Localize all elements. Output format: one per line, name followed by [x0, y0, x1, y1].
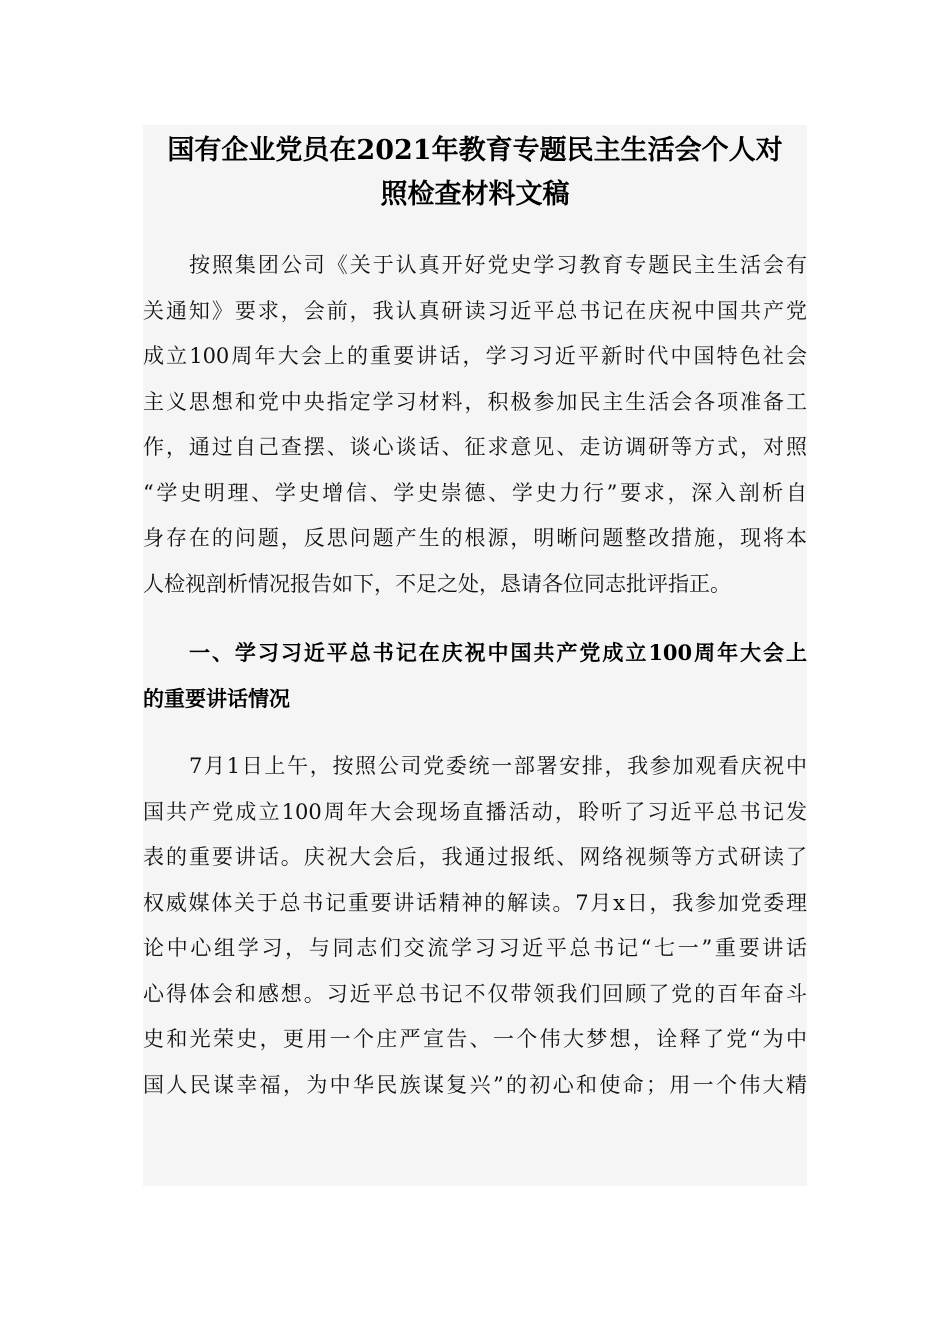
text-line: 身存在的问题，反思问题产生的根源，明晰问题整改措施，现将本: [143, 526, 807, 550]
text-line: 作，通过自己查摆、谈心谈话、征求意见、走访调研等方式，对照: [143, 435, 807, 459]
text-line: 权威媒体关于总书记重要讲话精神的解读。7月x日，我参加党委理: [143, 890, 807, 915]
text-line: 7月1日上午，按照公司党委统一部署安排，我参加观看庆祝中: [189, 754, 807, 778]
text-line: 人检视剖析情况报告如下，不足之处，恳请各位同志批评指正。: [143, 571, 731, 596]
heading-line: 一、学习习近平总书记在庆祝中国共产党成立100周年大会上: [189, 640, 807, 665]
text-line: 心得体会和感想。习近平总书记不仅带领我们回顾了党的百年奋斗: [143, 981, 807, 1006]
text-line: 表的重要讲话。庆祝大会后，我通过报纸、网络视频等方式研读了: [143, 845, 807, 869]
text-line: 史和光荣史，更用一个庄严宣告、一个伟大梦想，诠释了党“为中: [143, 1027, 807, 1051]
title-line: 国有企业党员在2021年教育专题民主生活会个人对: [167, 135, 783, 166]
text-line: 主义思想和党中央指定学习材料，积极参加民主生活会各项准备工: [143, 389, 807, 414]
heading-line: 的重要讲话情况: [143, 685, 290, 711]
intro-paragraph: [143, 243, 807, 607]
document-page: [143, 125, 807, 1186]
body-paragraph: [143, 744, 807, 1108]
document-title: [143, 125, 807, 217]
text-line: 按照集团公司《关于认真开好党史学习教育专题民主生活会有: [189, 253, 807, 277]
text-line: 论中心组学习，与同志们交流学习习近平总书记“七一”重要讲话: [143, 936, 807, 960]
text-line: 国人民谋幸福，为中华民族谋复兴”的初心和使命；用一个伟大精: [143, 1072, 807, 1097]
text-line: “学史明理、学史增信、学史崇德、学史力行”要求，深入剖析自: [143, 480, 807, 505]
text-line: 关通知》要求，会前，我认真研读习近平总书记在庆祝中国共产党: [143, 298, 807, 323]
text-line: 成立100周年大会上的重要讲话，学习习近平新时代中国特色社会: [143, 344, 807, 368]
text-line: 国共产党成立100周年大会现场直播活动，聆听了习近平总书记发: [143, 799, 807, 824]
section-heading: [143, 630, 807, 721]
title-line: 照检查材料文稿: [380, 179, 570, 210]
